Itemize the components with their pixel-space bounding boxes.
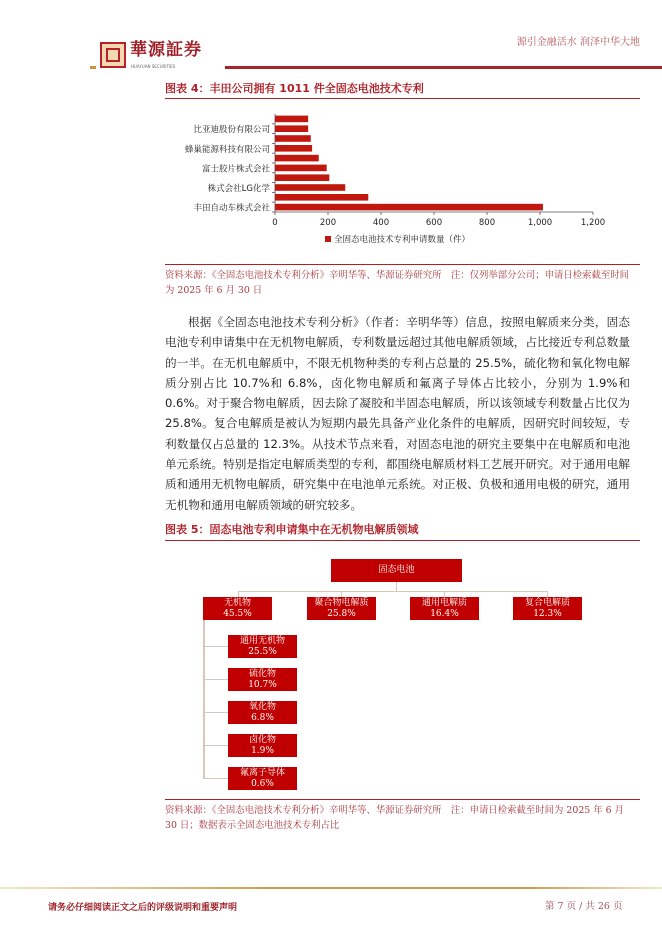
node-percent: 10.7% (248, 680, 277, 690)
node-label: 氟离子导体 (239, 768, 285, 778)
slogan: 源引金融活水 润泽中华大地 (516, 37, 640, 48)
x-tick-label: 400 (372, 218, 390, 228)
node-label: 复合电解质 (524, 598, 570, 608)
node-percent: 6.8% (251, 713, 274, 723)
x-tick-label: 200 (319, 218, 337, 228)
node-label: 氧化物 (248, 702, 276, 712)
y-tick-label: 富士胶片株式会社 (201, 164, 270, 175)
node-label: 通用电解质 (421, 598, 467, 608)
node-label: 无机物 (223, 598, 251, 608)
node-label: 卤化物 (248, 735, 276, 745)
figure4-title: 图表 4：丰田公司拥有 1011 件全固态电池技术专利 (165, 82, 424, 95)
y-tick-label: 蜂巢能源科技有限公司 (184, 144, 270, 155)
figure5-title: 图表 5：固态电池专利申请集中在无机物电解质领域 (165, 523, 419, 536)
x-tick-label: 600 (425, 218, 443, 228)
body-paragraph: 根据《全固态电池技术专利分析》（作者：辛明华等）信息，按照电解质来分类，固态电池专利申请集中在无机物电解质，专利数量远超过其他电解质领域，占比接近专利总数量的一半。在无机电解质中，不限无机物种类的专利占总量的 25.5%，硫化物和氧化物电解质分别占比 10.7%和 6.8%，卤化物电解质和氟离子导体占比较小，分别为 1.9%和 0.6%。对于聚合物电解质，因去除了凝胶和半固态电解质，所以该领域专利数量占比仅为 25.8%。复合电解质是被认为短期内最先具备产业化条件的电解质，因研究时间较短，专利数量仅占总量的 12.3%。从技术节点来看，对固态电池的研究主要集中在电解质和电池单元系统。特别是指定电解质类型的专利，都围绕电解质材料工艺展开研究。对于通用电解质和通用无机物电解质，研究集中在电池单元系统。对正极、负极和通用电极的研究，通用无机物和通用电解质领域的研究较多。 (165, 315, 630, 512)
figure5-source-rule (165, 799, 640, 800)
brand-name: 華源証券 (130, 40, 202, 60)
x-tick-label: 1,000 (527, 218, 553, 228)
node-label: 硫化物 (248, 669, 276, 679)
node-label: 通用无机物 (239, 636, 285, 646)
y-tick-label: 丰田自动车株式会社 (193, 203, 270, 214)
brand-en: HUAYUAN SECURITIES (131, 64, 176, 69)
figure5-source: 资料来源：《全固态电池技术专利分析》辛明华等、华源证券研究所 注：申请日检索截至时间为 2025 年 6 月 30 日；数据表示全固态电池技术专利占比 (165, 805, 624, 831)
footer-disclaimer: 请务必仔细阅读正文之后的评级说明和重要声明 (48, 903, 238, 913)
node-percent: 0.6% (251, 779, 274, 789)
node-percent: 25.5% (248, 647, 277, 657)
legend-label: 全固态电池技术专利申请数量（件） (334, 235, 471, 245)
inorganic-subnode (228, 701, 297, 724)
node-percent: 25.8% (327, 609, 356, 619)
node-percent: 45.5% (223, 609, 252, 619)
inorganic-subnode (228, 767, 297, 790)
footer-rule (0, 887, 662, 889)
category-node (203, 597, 272, 620)
inorganic-subnode (228, 635, 297, 658)
x-tick-label: 0 (272, 218, 278, 228)
root-node: 固态电池 (331, 559, 462, 582)
node-percent: 16.4% (430, 609, 459, 619)
node-label: 聚合物电解质 (314, 598, 369, 608)
inorganic-subnode (228, 734, 297, 757)
category-node (513, 597, 582, 620)
x-tick-label: 1,200 (580, 218, 606, 228)
category-node (307, 597, 376, 620)
node-percent: 1.9% (251, 746, 274, 756)
node-percent: 12.3% (533, 609, 562, 619)
figure4-source: 资料来源：《全固态电池技术专利分析》辛明华等、华源证券研究所 注：仅列举部分公司；申请日检索截至时间为 2025 年 6 月 30 日 (165, 270, 630, 296)
y-tick-label: 比亚迪股份有限公司 (193, 125, 270, 136)
page-number: 第 7 页 / 共 26 页 (545, 901, 623, 912)
x-tick-label: 800 (478, 218, 496, 228)
category-node (410, 597, 479, 620)
inorganic-subnode (228, 668, 297, 691)
y-tick-label: 株式会社LG化学 (207, 184, 270, 194)
